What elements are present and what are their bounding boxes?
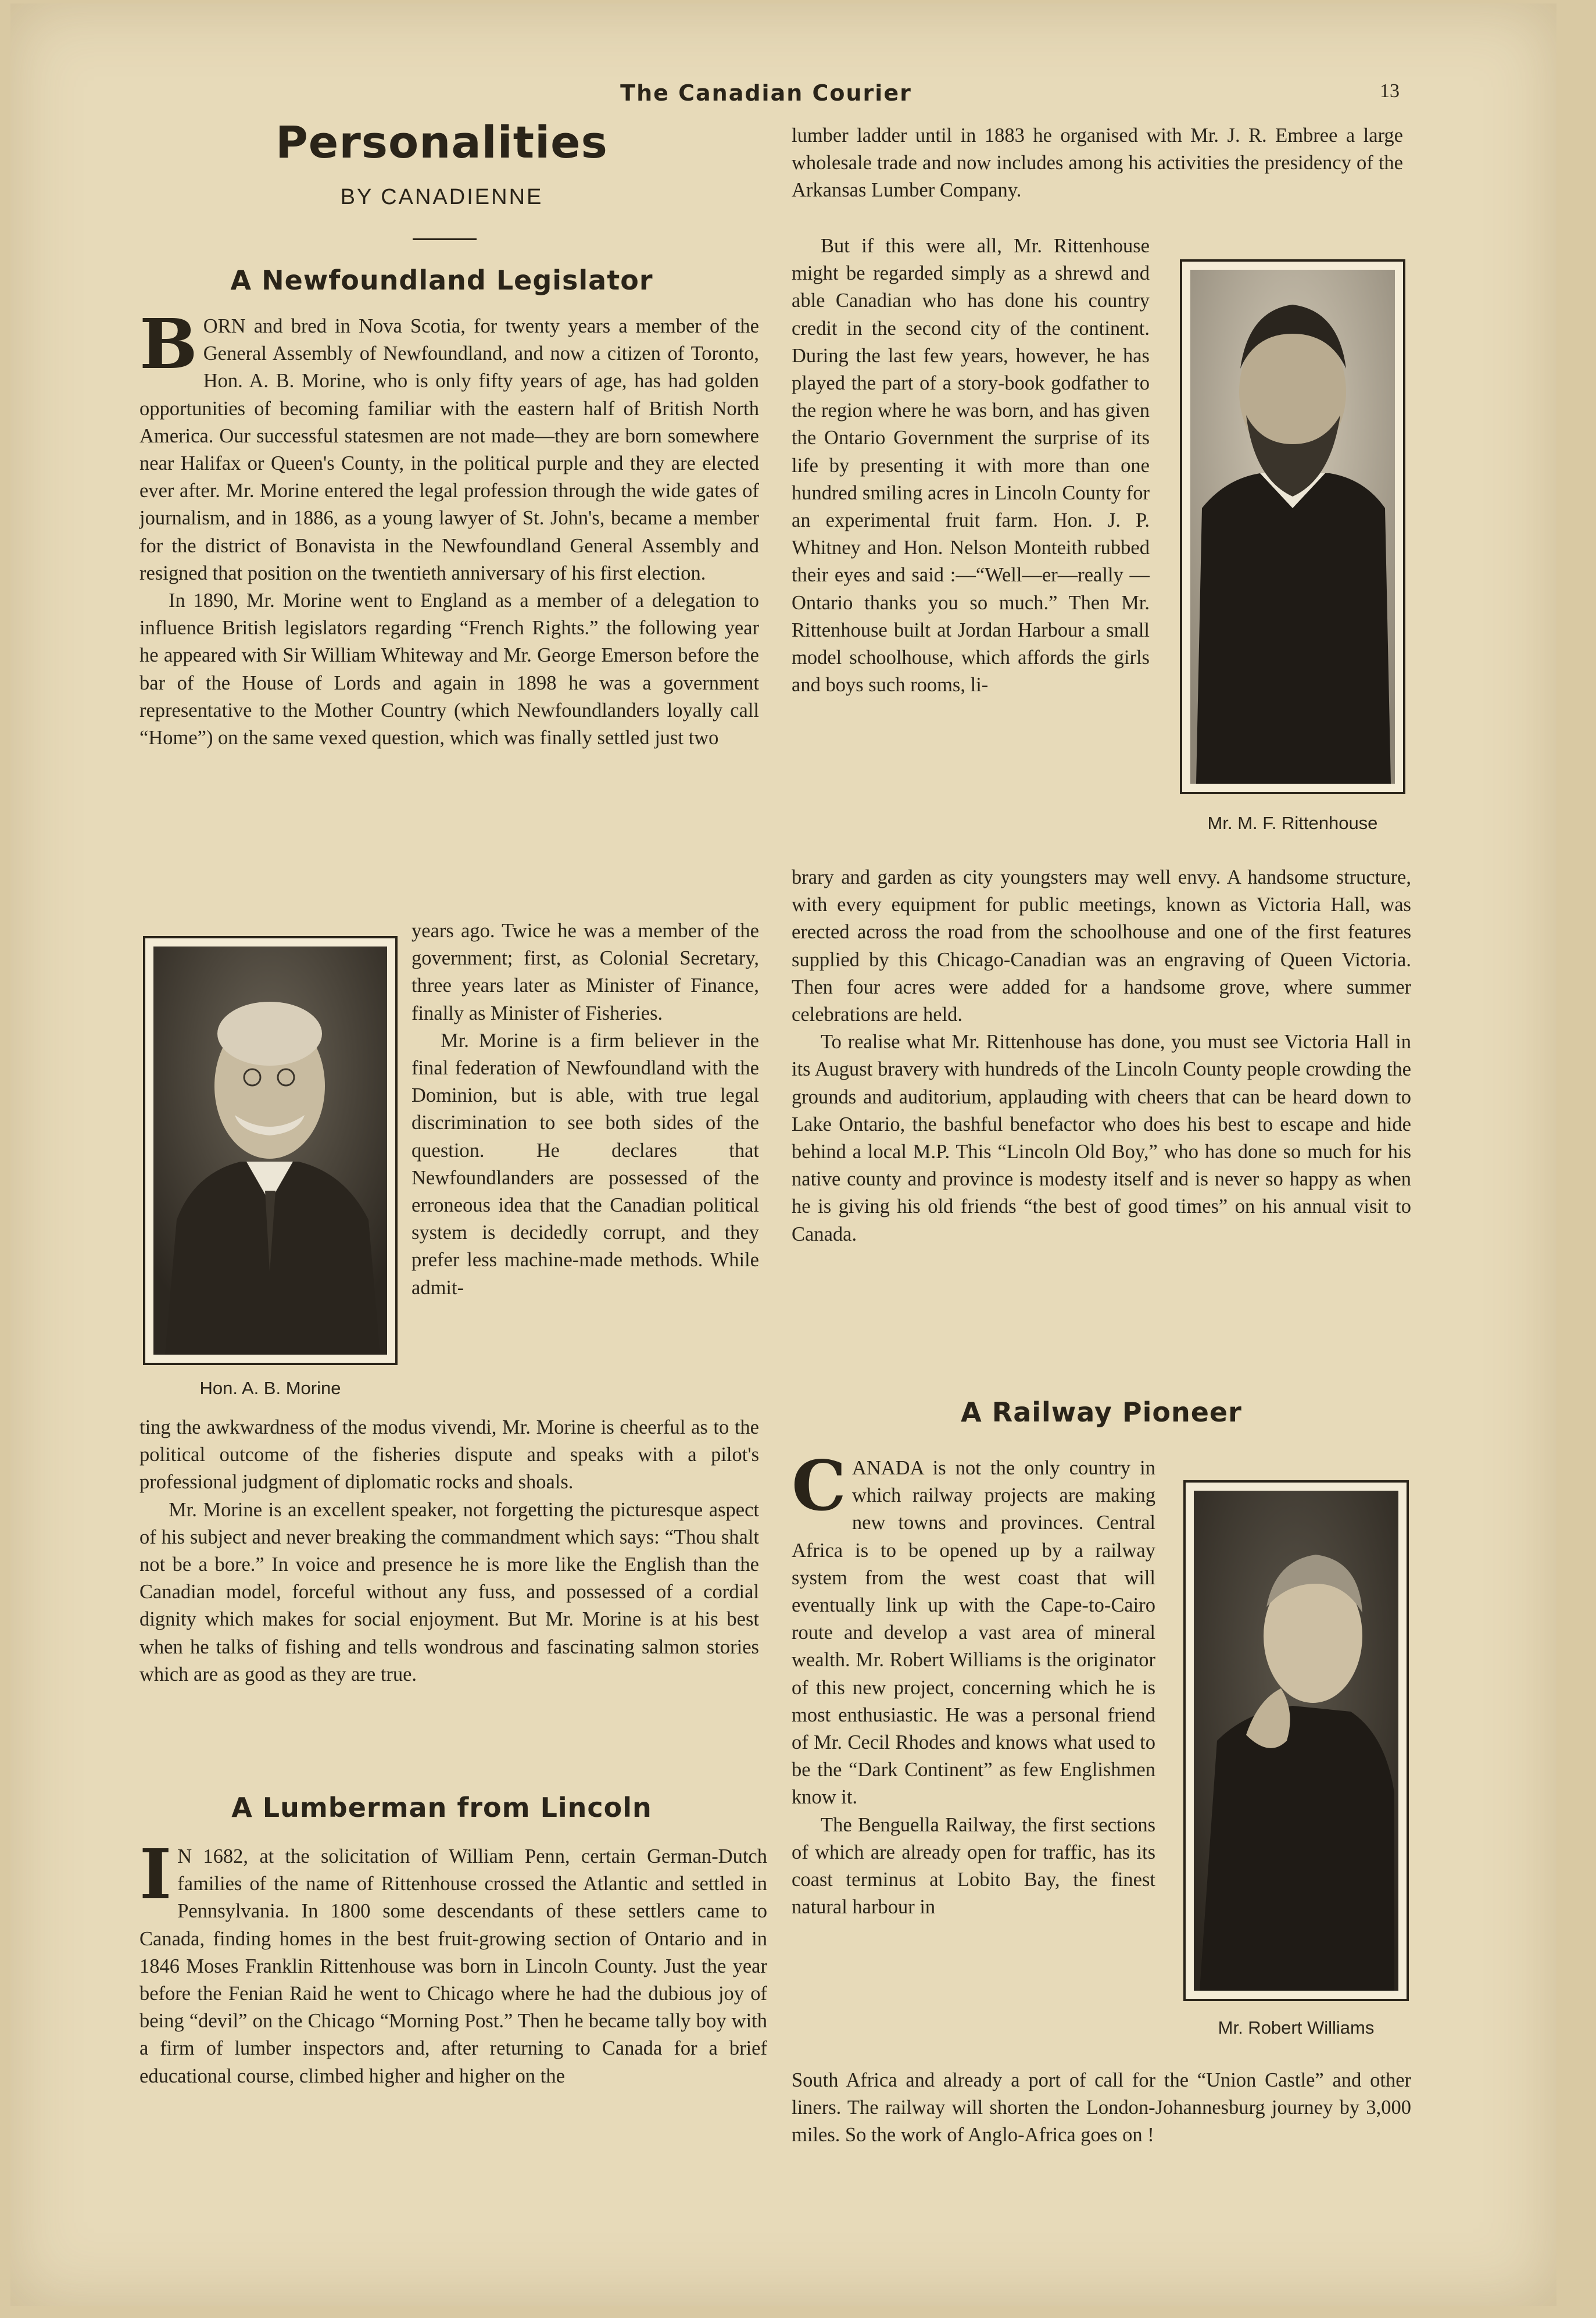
portrait-image-williams — [1194, 1491, 1398, 1991]
dropcap-c: C — [792, 1445, 846, 1526]
newfoundland-paragraph-4: Mr. Morine is an excellent speaker, not forgetting the picturesque aspect of his subject and never breaking the commandment which says: “Thou shalt not be a bore.” In voice and presence he is more like the English than the Canadian model, forceful without any fuss, and possessed of a cordial dignity which makes for social enjoyment. But Mr. Morine is at his best when he talks of fishing and tells wondrous and fascinating salmon stories which are as good as they are true. — [139, 1498, 759, 1685]
dropcap-i: I — [139, 1834, 172, 1915]
caption-williams: Mr. Robert Williams — [1218, 2017, 1375, 2038]
page-number: 13 — [1380, 80, 1400, 102]
railway-paragraph-1 — [792, 1445, 1155, 1812]
newfoundland-paragraph-1-text: ORN and bred in Nova Scotia, for twenty years a member of the General Assembly of Newfoundland, and now a citizen of Toronto, Hon. A. B. Morine, who is only fifty years of age, has had golden opportunities of becoming familiar with the eastern half of British North America. Our successful statesmen are not made—they are born somewhere near Halifax or Queen's County, in the political purple and they are elected ever after. Mr. Morine entered the legal profession through the wide gates of journalism, and in 1886, as a young lawyer of St. John's, became a member for the district of Bonavista in the Newfoundland General Assembly and resigned that position on the twentieth anniversary of his first election. — [139, 315, 759, 584]
caption-morine: Hon. A. B. Morine — [199, 1378, 341, 1398]
newfoundland-paragraph-3: Mr. Morine is a firm believer in the final federation of Newfoundland with the Dominion, but is able, with true legal discrimination to see both sides of the question. He declares that Newfoundlanders are possessed of the erroneous idea that the Canadian political system is decidedly corrupt, and they prefer less machine-made methods. While admit- — [411, 1029, 759, 1299]
portrait-morine-illustration — [153, 947, 387, 1355]
railway-paragraph-1-text: ANADA is not the only country in which railway projects are making new towns and provinces. Central Africa is to be opened up by a railway system from the west coast that will eventually link up with the Cape-to-Cairo route and develop a vast area of mineral wealth. Mr. Robert Williams is the originator of this new project, concerning which he is most enthusiastic. He was a personal friend of Mr. Cecil Rhodes and knows what used to be the “Dark Continent” as few Englishmen know it. — [792, 1457, 1155, 1809]
railway-paragraph-2: The Benguella Railway, the first sections of which are already open for traffic, has its coast terminus at Lobito Bay, the finest natural harbour in — [792, 1813, 1155, 1919]
newfoundland-body-side — [411, 917, 759, 1302]
lumberman-paragraph-2: But if this were all, Mr. Rittenhouse might be regarded simply as a shrewd and able Canadian who has done his country credit in the second city of the continent. During the last few years, however, he has played the part of a story-book godfather to the region where he was born, and has given the Ontario Government the surprise of its life by presenting it with more than one hundred smiling acres in Lincoln County for an experimental fruit farm. Hon. J. P. Whitney and Hon. Nelson Monteith rubbed their eyes and said :—“Well—er—really —Ontario thanks you so much.” Then Mr. Rittenhouse built at Jordan Harbour a small model schoolhouse, which affords the girls and boys such rooms, li- — [792, 235, 1150, 697]
lumberman-body-left — [139, 1834, 767, 2090]
newfoundland-body-bottom — [139, 1414, 759, 1688]
caption-rittenhouse: Mr. M. F. Rittenhouse — [1207, 813, 1378, 833]
lumberman-body-right-bottom — [792, 864, 1411, 1248]
portrait-image-rittenhouse — [1190, 270, 1395, 784]
lumberman-paragraph-2-continued: brary and garden as city youngsters may well envy. A handsome structure, with every equipment for public meetings, known as Victoria Hall, was erected across the road from the schoolhouse and one of the first features supplied by this Chicago-Canadian was an engraving of Queen Victoria. Then four acres were added for a handsome grove, where summer celebrations are held. — [792, 866, 1411, 1026]
lumberman-paragraph-1-text: N 1682, at the solicitation of William Penn, certain German-Dutch families of the name of Rittenhouse crossed the Atlantic and settled in Pennsylvania. In 1800 some descendants of these settlers came to Canada, finding homes in the best fruit-growing section of Ontario and in 1846 Moses Franklin Rittenhouse was born in Lincoln County. Just the year before the Fenian Raid he went to Chicago where he had the dubious joy of being “devil” on the Chicago “Morning Post.” Then he became tally boy with a firm of lumber inspectors and, after returning to Canada for a brief educational course, climbed higher and higher on the — [139, 1845, 767, 2087]
lumberman-paragraph-3: To realise what Mr. Rittenhouse has done, you must see Victoria Hall in its August bravery with hundreds of the Lincoln County people crowding the grounds and auditorium, applauding with cheers that can be heard down to Lake Ontario, the bashful benefactor who does his best to escape and hide behind a local M.P. This “Lincoln Old Boy,” who has done so much for his native county and province is modesty itself and is never so happy as when he is giving his old friends “the best of good times” on his annual visit to Canada. — [792, 1031, 1411, 1245]
lumberman-paragraph-1 — [139, 1834, 767, 2090]
page-title: Personalities — [275, 116, 608, 168]
photo-rittenhouse — [1180, 259, 1405, 794]
railway-body-bottom — [792, 2067, 1411, 2149]
photo-williams — [1183, 1480, 1409, 2001]
byline: BY CANADIENNE — [340, 185, 543, 209]
railway-paragraph-2-continued: South Africa and already a port of call for the “Union Castle” and other liners. The railway will shorten the London-Johannesburg journey by 3,000 miles. So the work of Anglo-Africa goes on ! — [792, 2069, 1411, 2146]
newfoundland-paragraph-3-continued: ting the awkwardness of the modus vivendi, Mr. Morine is cheerful as to the political outcome of the fisheries dispute and speaks with a pilot's professional judgment of diplomatic rocks and shoals. — [139, 1416, 759, 1494]
dropcap-b: B — [139, 303, 198, 384]
heading-railway-pioneer: A Railway Pioneer — [961, 1396, 1242, 1428]
portrait-image-morine — [153, 947, 387, 1355]
lumberman-body-right-top — [792, 122, 1403, 205]
publication-title: The Canadian Courier — [620, 80, 912, 106]
lumberman-paragraph-1-continued: lumber ladder until in 1883 he organised with Mr. J. R. Embree a large wholesale trade and now includes among his activities the presidency of the Arkansas Lumber Company. — [792, 124, 1403, 202]
title-divider — [413, 238, 477, 240]
newfoundland-body-top — [139, 303, 759, 752]
railway-body-narrow — [792, 1445, 1155, 1921]
photo-morine — [143, 936, 398, 1365]
heading-lumberman-from-lincoln: A Lumberman from Lincoln — [231, 1792, 652, 1823]
portrait-williams-illustration — [1194, 1491, 1398, 1991]
newfoundland-paragraph-1 — [139, 303, 759, 587]
lumberman-body-right-narrow — [792, 233, 1150, 699]
newfoundland-paragraph-2: In 1890, Mr. Morine went to England as a member of a delegation to influence British legislators regarding “French Rights.” the following year he appeared with Sir William Whiteway and Mr. George Emerson before the bar of the House of Lords and again in 1898 he was a government representative to the Mother Country (which Newfoundlanders loyally call “Home”) on the same vexed question, which was finally settled just two — [139, 590, 759, 749]
heading-newfoundland-legislator: A Newfoundland Legislator — [230, 265, 653, 296]
newfoundland-paragraph-2-continued: years ago. Twice he was a member of the government; first, as Colonial Secretary, three years later as Minister of Finance, finally as Minister of Fisheries. — [411, 920, 759, 1024]
portrait-rittenhouse-illustration — [1190, 270, 1395, 784]
